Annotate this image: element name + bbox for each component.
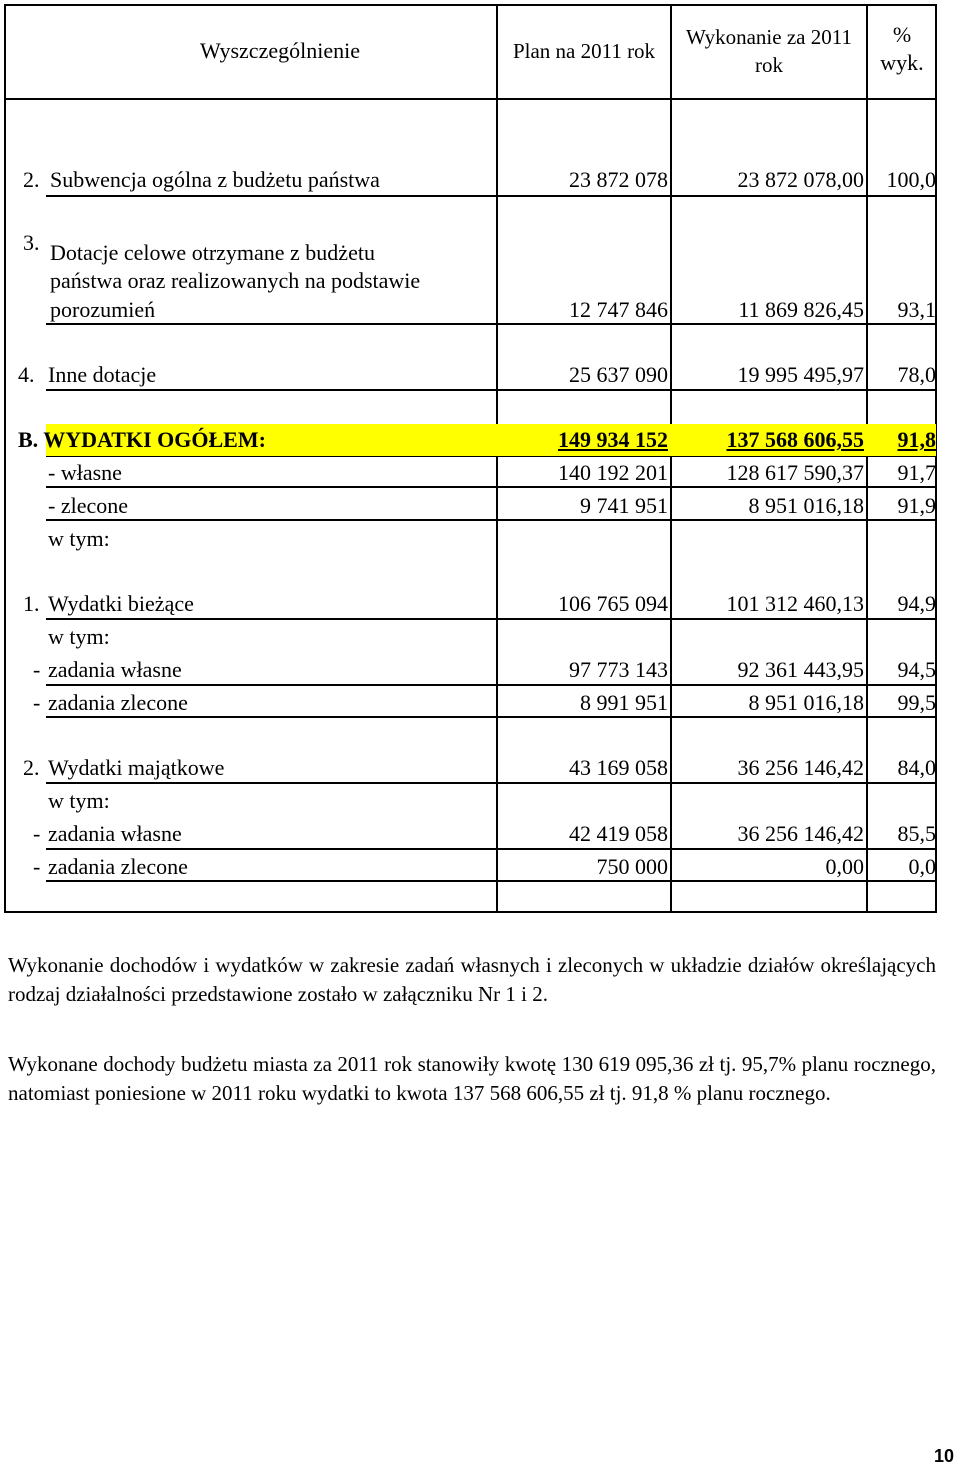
- row-label: porozumień: [50, 297, 156, 322]
- header-execution: rok: [755, 53, 783, 77]
- row-label: w tym:: [48, 624, 110, 649]
- row-dash: -: [33, 690, 41, 715]
- plan-value: 23 872 078: [569, 167, 668, 192]
- row-label: Wydatki majątkowe: [48, 755, 225, 780]
- paragraph: Wykonane dochody budżetu miasta za 2011 rok stanowiły kwotę 130 619 095,36 zł tj. 95,7% planu rocznego, natomiast poniesione w 2011 roku wydatki to kwota 137 568 606,55 zł tj. 91,8 % planu rocznego.: [8, 1052, 936, 1105]
- plan-value: 9 741 951: [580, 493, 668, 518]
- percent-value: 100,0: [886, 167, 936, 192]
- execution-value: 8 951 016,18: [748, 493, 864, 518]
- execution-value: 0,00: [825, 854, 864, 879]
- plan-value: 140 192 201: [558, 460, 668, 485]
- row-divider: [46, 323, 937, 325]
- execution-value: 36 256 146,42: [737, 821, 864, 846]
- percent-value: 94,5: [897, 657, 936, 682]
- percent-value: 91,9: [897, 493, 936, 518]
- row-divider: [46, 880, 937, 882]
- plan-value: 12 747 846: [569, 297, 668, 322]
- row-divider: [46, 848, 937, 850]
- row-label: Dotacje celowe otrzymane z budżetu: [50, 240, 375, 265]
- row-number: 3.: [23, 230, 40, 255]
- header-plan: Plan na 2011 rok: [512, 39, 656, 63]
- row-label: zadania własne: [48, 657, 182, 682]
- plan-value: 97 773 143: [569, 657, 668, 682]
- row-divider: [46, 618, 937, 620]
- plan-value: 8 991 951: [580, 690, 668, 715]
- total-label: B. WYDATKI OGÓŁEM:: [18, 427, 266, 452]
- percent-value: 0,0: [908, 854, 936, 879]
- row-label: państwa oraz realizowanych na podstawie: [50, 268, 421, 293]
- page-number: 10: [933, 1446, 954, 1466]
- row-label: zadania zlecone: [48, 690, 188, 715]
- percent-value: 94,9: [897, 591, 936, 616]
- row-divider: [4, 98, 937, 100]
- row-label: zadania własne: [48, 821, 182, 846]
- plan-value: 42 419 058: [569, 821, 668, 846]
- paragraph: Wykonanie dochodów i wydatków w zakresie zadań własnych i zleconych w układzie działów określających rodzaj działalności przedstawione zostało w załączniku Nr 1 i 2.: [8, 953, 936, 1006]
- header-percent: %: [892, 22, 912, 47]
- header-execution: Wykonanie za 2011: [686, 25, 852, 49]
- execution-value: 92 361 443,95: [737, 657, 864, 682]
- row-label: w tym:: [48, 788, 110, 813]
- row-number: 2.: [23, 755, 40, 780]
- percent-value: [868, 427, 936, 453]
- execution-value: 128 617 590,37: [726, 460, 864, 485]
- plan-value: 25 637 090: [569, 362, 668, 387]
- execution-value: [672, 427, 864, 453]
- execution-value: 19 995 495,97: [737, 362, 864, 387]
- percent-value: 78,0: [897, 362, 936, 387]
- percent-value: 93,1: [897, 297, 936, 322]
- total-plan: 149 934 152: [558, 427, 668, 452]
- row-label: - własne: [48, 460, 122, 485]
- execution-value: 23 872 078,00: [737, 167, 864, 192]
- row-label: Inne dotacje: [48, 362, 157, 387]
- plan-value: 106 765 094: [558, 591, 668, 616]
- total-execution: 137 568 606,55: [726, 427, 864, 452]
- row-number: 1.: [23, 591, 40, 616]
- percent-value: 91,7: [897, 460, 936, 485]
- row-divider: [46, 195, 937, 197]
- execution-value: 11 869 826,45: [738, 297, 864, 322]
- header-percent: wyk.: [880, 50, 924, 75]
- percent-value: 84,0: [897, 755, 936, 780]
- percent-value: 85,5: [897, 821, 936, 846]
- row-label: w tym:: [48, 526, 110, 551]
- row-divider: [46, 389, 937, 391]
- row-label: Wydatki bieżące: [48, 591, 194, 616]
- row-dash: -: [33, 657, 41, 682]
- percent-value: 99,5: [897, 690, 936, 715]
- row-dash: -: [33, 821, 41, 846]
- row-dash: -: [33, 854, 41, 879]
- row-label: zadania zlecone: [48, 854, 188, 879]
- row-number: 4.: [18, 362, 35, 387]
- row-label: Subwencja ogólna z budżetu państwa: [50, 167, 380, 192]
- execution-value: 36 256 146,42: [737, 755, 864, 780]
- plan-value: 43 169 058: [569, 755, 668, 780]
- row-divider: [46, 716, 937, 718]
- row-divider: [46, 782, 937, 784]
- row-divider: [46, 684, 937, 686]
- plan-value: 750 000: [596, 854, 668, 879]
- execution-value: 101 312 460,13: [726, 591, 864, 616]
- header-description: Wyszczególnienie: [200, 38, 360, 63]
- row-number: 2.: [23, 167, 40, 192]
- execution-value: 8 951 016,18: [748, 690, 864, 715]
- row-divider: [46, 486, 937, 488]
- plan-value: [498, 427, 668, 453]
- total-percent: 91,8: [897, 427, 936, 452]
- row-divider: [46, 519, 937, 521]
- row-label: - zlecone: [48, 493, 128, 518]
